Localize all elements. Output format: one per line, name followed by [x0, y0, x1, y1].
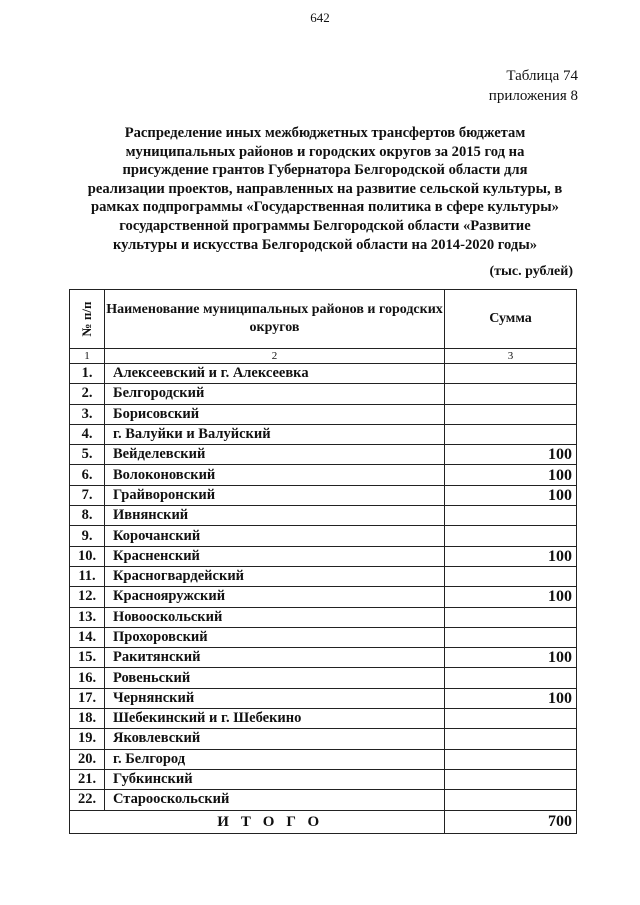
district-name: Ракитянский — [105, 648, 445, 668]
row-sum — [445, 627, 577, 647]
district-name: Белгородский — [105, 384, 445, 404]
district-name: Красненский — [105, 546, 445, 566]
row-sum — [445, 424, 577, 444]
row-number: 16. — [70, 668, 105, 688]
table-row — [70, 445, 577, 465]
table-row — [70, 749, 577, 769]
district-name: Шебекинский и г. Шебекино — [105, 709, 445, 729]
row-sum — [445, 607, 577, 627]
table-row — [70, 506, 577, 526]
row-number: 15. — [70, 648, 105, 668]
table-row — [70, 790, 577, 810]
row-number: 17. — [70, 688, 105, 708]
row-sum — [445, 404, 577, 424]
row-sum: 100 — [445, 485, 577, 505]
table-row — [70, 587, 577, 607]
district-name: Красногвардейский — [105, 566, 445, 586]
row-sum: 100 — [445, 688, 577, 708]
table-row — [70, 769, 577, 789]
table-row — [70, 485, 577, 505]
row-number: 12. — [70, 587, 105, 607]
table-row — [70, 465, 577, 485]
row-number: 1. — [70, 364, 105, 384]
district-name: Алексеевский и г. Алексеевка — [105, 364, 445, 384]
row-sum — [445, 566, 577, 586]
row-sum — [445, 668, 577, 688]
district-name: Яковлевский — [105, 729, 445, 749]
district-name: Прохоровский — [105, 627, 445, 647]
column-index-row — [70, 349, 577, 364]
row-sum — [445, 749, 577, 769]
header-number — [70, 290, 105, 349]
unit-label: (тыс. рублей) — [489, 264, 573, 279]
total-empty-cell — [70, 810, 105, 833]
row-sum — [445, 526, 577, 546]
table-row — [70, 546, 577, 566]
column-index: 1 — [70, 349, 105, 364]
page-number: 642 — [310, 10, 330, 25]
district-name: Грайворонский — [105, 485, 445, 505]
row-number: 5. — [70, 445, 105, 465]
table-row — [70, 627, 577, 647]
table-row — [70, 668, 577, 688]
district-name: Старооскольский — [105, 790, 445, 810]
row-number: 9. — [70, 526, 105, 546]
header-number-text: № п/п — [79, 301, 94, 337]
district-name: Корочанский — [105, 526, 445, 546]
table-header-row — [70, 290, 577, 349]
district-name: г. Валуйки и Валуйский — [105, 424, 445, 444]
row-number: 3. — [70, 404, 105, 424]
total-label: ИТОГО — [105, 810, 445, 833]
row-sum — [445, 384, 577, 404]
row-sum — [445, 729, 577, 749]
row-number: 18. — [70, 709, 105, 729]
district-name: Чернянский — [105, 688, 445, 708]
row-number: 10. — [70, 546, 105, 566]
row-number: 7. — [70, 485, 105, 505]
table-row — [70, 526, 577, 546]
title-line: Распределение иных межбюджетных трансфертов бюджетам — [124, 125, 526, 141]
district-name: Краснояружский — [105, 587, 445, 607]
table-reference-number: Таблица 74 — [506, 68, 578, 84]
title-line: культуры и искусства Белгородской области на 2014-2020 годы» — [112, 236, 538, 253]
table-row — [70, 729, 577, 749]
district-name: Вейделевский — [105, 445, 445, 465]
title-line: муниципальных районов и городских округов за 2015 год на — [125, 143, 525, 160]
header-name: Наименование муниципальных районов и городских округов — [105, 290, 445, 349]
row-sum: 100 — [445, 587, 577, 607]
table-row — [70, 424, 577, 444]
table-row — [70, 384, 577, 404]
row-number: 20. — [70, 749, 105, 769]
district-name: Волоконовский — [105, 465, 445, 485]
title-line: присуждение грантов Губернатора Белгородской области для — [122, 162, 528, 179]
row-sum: 100 — [445, 546, 577, 566]
district-name: Новооскольский — [105, 607, 445, 627]
district-name: г. Белгород — [105, 749, 445, 769]
table-row — [70, 404, 577, 424]
row-sum — [445, 790, 577, 810]
column-index: 2 — [105, 349, 445, 364]
table-row — [70, 688, 577, 708]
row-number: 4. — [70, 424, 105, 444]
row-sum — [445, 769, 577, 789]
row-sum — [445, 364, 577, 384]
row-sum — [445, 506, 577, 526]
district-name: Борисовский — [105, 404, 445, 424]
transfers-table — [69, 289, 577, 834]
row-sum: 100 — [445, 465, 577, 485]
column-index: 3 — [445, 349, 577, 364]
total-row — [70, 810, 577, 833]
total-sum: 700 — [445, 810, 577, 833]
title-line: рамках подпрограммы «Государственная политика в сфере культуры» — [91, 199, 559, 216]
row-sum — [445, 709, 577, 729]
table-reference-appendix: приложения 8 — [488, 88, 578, 104]
row-sum: 100 — [445, 648, 577, 668]
header-sum: Сумма — [445, 290, 577, 349]
row-number: 22. — [70, 790, 105, 810]
table-row — [70, 648, 577, 668]
table-row — [70, 566, 577, 586]
row-number: 21. — [70, 769, 105, 789]
district-name: Ивнянский — [105, 506, 445, 526]
document-title — [70, 124, 580, 254]
row-sum: 100 — [445, 445, 577, 465]
title-line: государственной программы Белгородской области «Развитие — [119, 217, 531, 234]
row-number: 8. — [70, 506, 105, 526]
table-reference — [489, 66, 578, 106]
title-line: реализации проектов, направленных на развитие сельской культуры, в — [87, 180, 563, 197]
table-row — [70, 607, 577, 627]
row-number: 11. — [70, 566, 105, 586]
row-number: 2. — [70, 384, 105, 404]
table-row — [70, 364, 577, 384]
row-number: 19. — [70, 729, 105, 749]
table-row — [70, 709, 577, 729]
district-name: Губкинский — [105, 769, 445, 789]
district-name: Ровеньский — [105, 668, 445, 688]
row-number: 13. — [70, 607, 105, 627]
row-number: 14. — [70, 627, 105, 647]
row-number: 6. — [70, 465, 105, 485]
